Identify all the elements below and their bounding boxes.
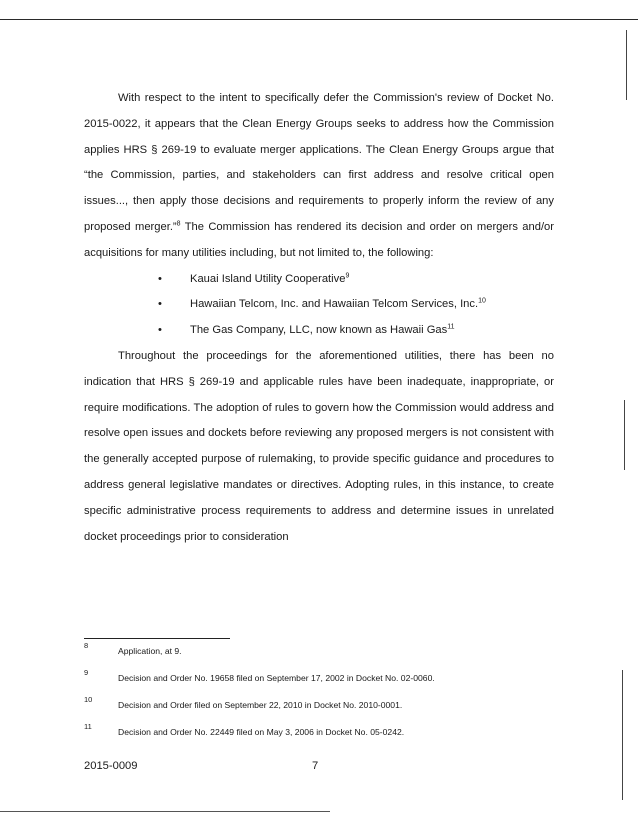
bullet-icon: • xyxy=(158,324,162,337)
footnote-ref-10: 10 xyxy=(478,297,486,305)
scan-edge-bottom xyxy=(0,811,330,812)
scan-margin-mark xyxy=(626,30,627,100)
footnote-divider xyxy=(84,638,230,639)
document-body xyxy=(84,86,554,550)
list-item: • The Gas Company, LLC, now known as Hawaii Gas$^{11}$ xyxy=(84,318,554,344)
footnote-item: 9 Decision and Order No. 19658 filed on September 17, 2002 in Docket No. 02-0060. xyxy=(84,668,435,683)
footnote-item: 11 Decision and Order No. 22449 filed on May 3, 2006 in Docket No. 05-0242. xyxy=(84,722,405,737)
bullet-icon: • xyxy=(158,298,162,311)
list-item: • Hawaiian Telcom, Inc. and Hawaiian Telcom Services, Inc.$^{10}$ xyxy=(84,292,554,318)
scan-margin-mark xyxy=(624,400,625,470)
scan-edge-top xyxy=(0,19,638,20)
footnotes xyxy=(84,641,554,753)
bullet-icon: • xyxy=(158,272,162,285)
footnote-ref-11: 11 xyxy=(447,323,455,331)
docket-number: 2015-0009 xyxy=(84,760,138,772)
utility-list xyxy=(84,267,554,344)
page-number: 7 xyxy=(312,760,319,772)
list-item: • Kauai Island Utility Cooperative$^9$ xyxy=(84,267,554,293)
footnote-ref-9: 9 xyxy=(345,271,350,279)
footnote-item: 10 Decision and Order filed on September 22, 2010 in Docket No. 2010-0001. xyxy=(84,695,403,710)
paragraph-merger-intent: With respect to the intent to specifically defer the Commission's review of Docket No. 2015-0022, it appears that the Clean Energy Groups seeks to address how the Commission applies HRS § 269-19 to evaluate merger applications. The Clean Energy Groups argue that “the Commission, parties, and stakeholders can first address and resolve critical open issues..., then apply those decisions and requirements to properly inform the review of any proposed merger.”$^8$ The Commission has rendered its decision and order on mergers and/or acquisitions for many utilities including, but not limited to, the following: xyxy=(84,92,554,259)
scan-margin-mark xyxy=(622,670,623,800)
footnote-item: 8 Application, at 9. xyxy=(84,641,182,656)
footnote-ref-8: 8 xyxy=(176,220,181,228)
paragraph-rulemaking: Throughout the proceedings for the aforementioned utilities, there has been no indication that HRS § 269-19 and applicable rules have been inadequate, inappropriate, or require modifications. The adoption of rules to govern how the Commission would address and resolve open issues and dockets before reviewing any proposed mergers is not consistent with the generally accepted purpose of rulemaking, to provide specific guidance and procedures to address general legislative mandates or directives. Adopting rules, in this instance, to create specific administrative process requirements to address and determine issues in unrelated docket proceedings prior to consideration xyxy=(84,349,554,543)
